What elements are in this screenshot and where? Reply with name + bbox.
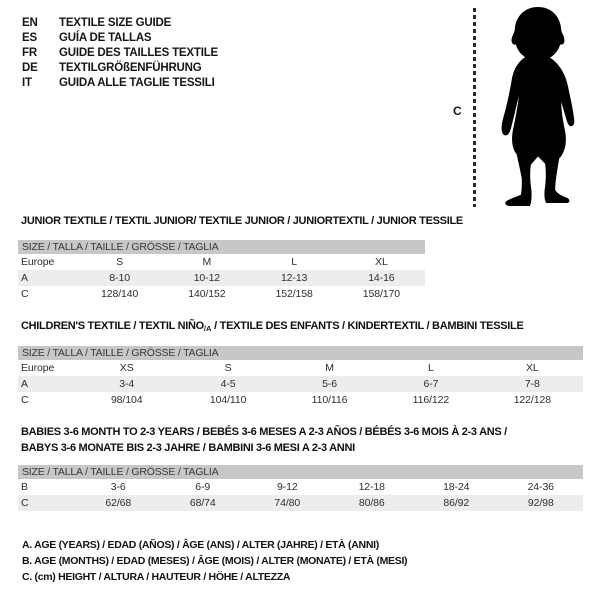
children-textile-table (18, 320, 583, 408)
table-cell: 68/74 (189, 497, 216, 509)
toddler-silhouette-image (482, 5, 594, 207)
language-code: FR (22, 47, 37, 59)
table-cell: 140/152 (188, 288, 226, 300)
babies-table-rows (18, 479, 583, 511)
table-cell: 104/110 (209, 394, 247, 406)
table-cell: 92/98 (527, 497, 554, 509)
table-cell: 6-7 (423, 378, 439, 390)
table-cell: 80/86 (358, 497, 385, 509)
table-cell: 158/170 (362, 288, 400, 300)
table-row (18, 254, 425, 270)
table-cell: 152/158 (275, 288, 313, 300)
language-title: TEXTILGRÖßENFÜHRUNG (59, 62, 202, 74)
table-cell: 5-6 (322, 378, 337, 390)
table-cell: 12-13 (280, 272, 308, 284)
row-label: C (21, 497, 29, 509)
table-cell: 18-24 (443, 481, 470, 493)
footnote-age-years: A. AGE (YEARS) / EDAD (AÑOS) / ÂGE (ANS) / ALTER (JAHRE) / ETÀ (ANNI) (22, 539, 379, 551)
table-cell: 122/128 (513, 394, 551, 406)
table-row (18, 495, 583, 511)
table-cell: 110/116 (311, 394, 348, 406)
table-cell: XL (375, 256, 388, 268)
table-cell: 7-8 (524, 378, 540, 390)
table-cell: M (202, 256, 212, 268)
table-cell: 8-10 (109, 272, 130, 284)
row-label: A (21, 272, 28, 284)
table-cell: 74/80 (274, 497, 301, 509)
size-header-bar: SIZE / TALLA / TAILLE / GRÖSSE / TAGLIA (18, 465, 583, 479)
table-cell: XL (526, 362, 539, 374)
table-row (18, 376, 583, 392)
table-cell: 3-6 (110, 481, 126, 493)
table-cell: L (291, 256, 297, 268)
children-title-subscript: /A (203, 324, 212, 333)
table-cell: 24-36 (527, 481, 554, 493)
table-cell: 62/68 (105, 497, 132, 509)
language-title: TEXTILE SIZE GUIDE (59, 17, 172, 29)
row-label: B (21, 481, 28, 493)
babies-textile-table (18, 424, 583, 511)
table-row (18, 360, 583, 376)
height-measure-dashed-line (473, 8, 476, 207)
row-label: A (21, 378, 28, 390)
language-row (22, 61, 218, 76)
table-cell: 98/104 (110, 394, 143, 406)
language-code: DE (22, 62, 38, 74)
table-row (18, 479, 583, 495)
children-title-prefix: CHILDREN'S TEXTILE / TEXTIL NIÑO (21, 320, 204, 332)
table-cell: XS (119, 362, 134, 374)
row-label: Europe (21, 362, 55, 374)
table-cell: S (116, 256, 124, 268)
children-title-suffix: / TEXTILE DES ENFANTS / KINDERTEXTIL / BAMBINI TESSILE (211, 320, 524, 332)
table-row (18, 270, 425, 286)
children-table-rows (18, 360, 583, 408)
table-cell: 9-12 (276, 481, 298, 493)
size-header-bar: SIZE / TALLA / TAILLE / GRÖSSE / TAGLIA (18, 240, 425, 254)
language-row (22, 31, 218, 46)
table-cell: 3-4 (119, 378, 135, 390)
footnote-legend (22, 537, 407, 585)
language-row (22, 76, 218, 91)
table-cell: L (428, 362, 434, 374)
table-cell: 10-12 (193, 272, 221, 284)
language-title: GUIDA ALLE TAGLIE TESSILI (59, 77, 215, 89)
footnote-age-months: B. AGE (MONTHS) / EDAD (MESES) / ÂGE (MOIS) / ALTER (MONATE) / ETÀ (MESI) (22, 555, 408, 567)
children-table-title (21, 320, 583, 333)
table-row (18, 286, 425, 302)
language-row (22, 46, 218, 61)
language-title-list (22, 16, 218, 91)
footnote-height-cm: C. (cm) HEIGHT / ALTURA / HAUTEUR / HÖHE / ALTEZZA (22, 571, 291, 583)
language-code: IT (22, 77, 32, 89)
language-row (22, 16, 218, 31)
table-cell: 12-18 (358, 481, 385, 493)
language-title: GUIDE DES TAILLES TEXTILE (59, 47, 218, 59)
language-code: ES (22, 32, 37, 44)
table-cell: M (325, 362, 334, 374)
table-cell: 6-9 (195, 481, 211, 493)
table-cell: 86/92 (443, 497, 470, 509)
junior-textile-table (18, 215, 463, 302)
table-cell: 116/122 (412, 394, 450, 406)
table-cell: 128/140 (100, 288, 139, 300)
babies-table-title (21, 424, 583, 456)
row-label: C (21, 394, 29, 406)
junior-table-title: JUNIOR TEXTILE / TEXTIL JUNIOR/ TEXTILE JUNIOR / JUNIORTEXTIL / JUNIOR TESSILE (21, 215, 463, 227)
babies-title-line2: BABYS 3-6 MONATE BIS 2-3 JAHRE / BAMBINI 3-6 MESI A 2-3 ANNI (21, 442, 355, 454)
height-measure-label: C (453, 104, 462, 118)
table-row (18, 392, 583, 408)
row-label: C (21, 288, 29, 300)
language-code: EN (22, 17, 38, 29)
babies-title-line1: BABIES 3-6 MONTH TO 2-3 YEARS / BEBÉS 3-6 MESES A 2-3 AÑOS / BÉBÉS 3-6 MOIS À 2-3 ANS / (21, 426, 507, 438)
table-cell: 14-16 (368, 272, 395, 284)
table-cell: 4-5 (220, 378, 236, 390)
table-cell: S (224, 362, 232, 374)
row-label: Europe (21, 256, 55, 268)
size-header-bar: SIZE / TALLA / TAILLE / GRÖSSE / TAGLIA (18, 346, 583, 360)
language-title: GUÍA DE TALLAS (59, 32, 152, 44)
junior-table-rows (18, 254, 425, 302)
